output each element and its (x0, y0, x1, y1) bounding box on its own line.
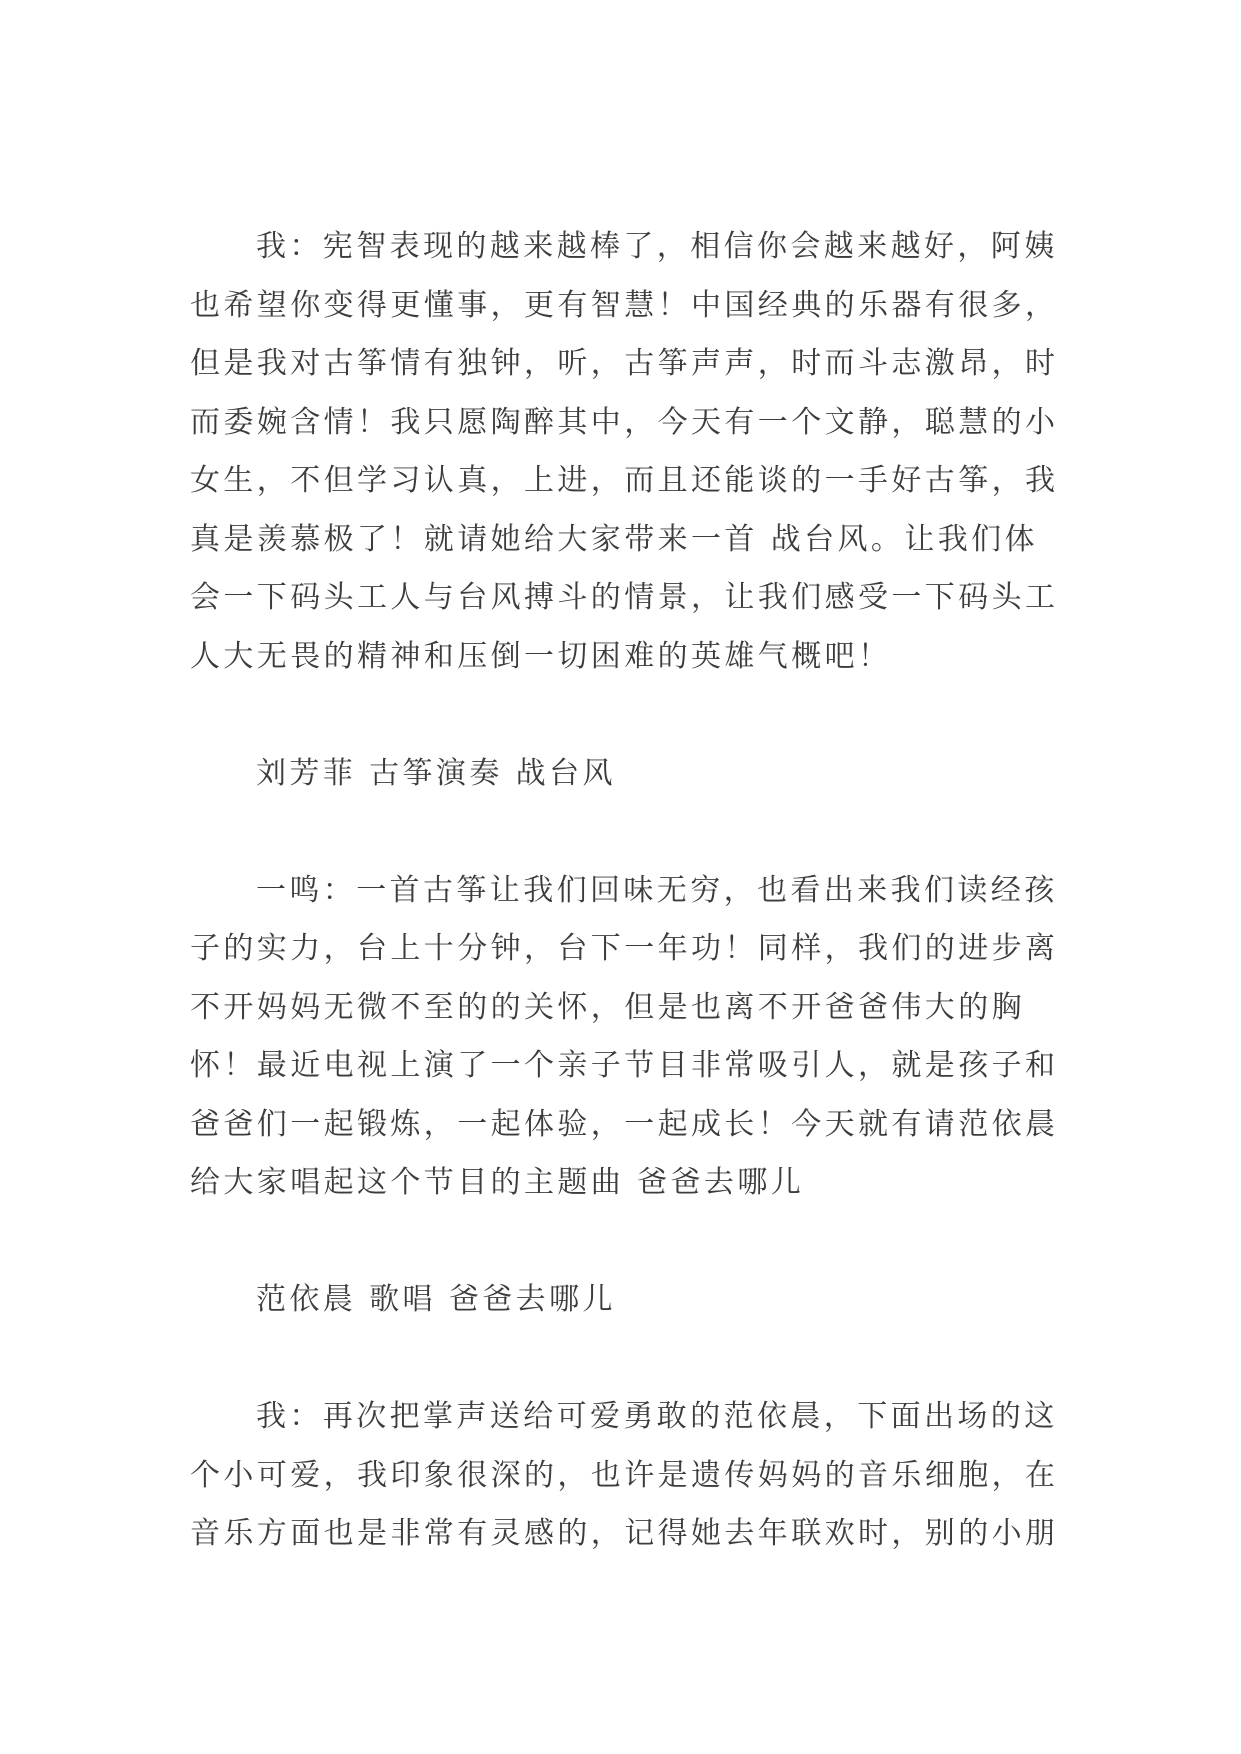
text-line: 音乐方面也是非常有灵感的，记得她去年联欢时，别的小朋 (190, 1516, 1059, 1551)
paragraph-spacer (190, 1330, 1060, 1389)
paragraph-host-intro-guzheng (190, 218, 1060, 686)
text-line: 而委婉含情！我只愿陶醉其中，今天有一个文静，聪慧的小 (190, 404, 1059, 440)
program-item-guzheng: 刘芳菲 古筝演奏 战台风 (256, 755, 616, 791)
text-line: 一鸣：一首古筝让我们回味无穷，也看出来我们读经孩 (256, 872, 1058, 908)
paragraph-spacer (190, 1213, 1060, 1272)
paragraph-host-intro-next (190, 1388, 1060, 1564)
text-line: 个小可爱，我印象很深的，也许是遗传妈妈的音乐细胞，在 (190, 1457, 1059, 1493)
text-line: 但是我对古筝情有独钟，听，古筝声声，时而斗志激昂，时 (190, 346, 1059, 381)
paragraph-spacer (190, 686, 1060, 745)
text-line: 我：再次把掌声送给可爱勇敢的范依晨，下面出场的这 (256, 1399, 1058, 1434)
text-line: 给大家唱起这个节目的主题曲 爸爸去哪儿 (190, 1165, 805, 1200)
text-line: 女生，不但学习认真，上进，而且还能谈的一手好古筝，我 (190, 463, 1059, 498)
text-line: 会一下码头工人与台风搏斗的情景，让我们感受一下码头工 (190, 580, 1059, 615)
paragraph-host-intro-song (190, 862, 1060, 1213)
program-item-song: 范依晨 歌唱 爸爸去哪儿 (256, 1282, 616, 1317)
text-line: 人大无畏的精神和压倒一切困难的英雄气概吧！ (190, 638, 892, 674)
paragraph-spacer (190, 803, 1060, 862)
text-line: 怀！最近电视上演了一个亲子节目非常吸引人，就是孩子和 (190, 1048, 1059, 1083)
text-line: 子的实力，台上十分钟，台下一年功！同样，我们的进步离 (190, 931, 1059, 966)
text-line: 我：宪智表现的越来越棒了，相信你会越来越好，阿姨 (256, 229, 1058, 264)
text-line: 也希望你变得更懂事，更有智慧！中国经典的乐器有很多， (190, 287, 1059, 323)
text-line: 爸爸们一起锻炼，一起体验，一起成长！今天就有请范依晨 (190, 1106, 1059, 1142)
text-line: 真是羡慕极了！就请她给大家带来一首 战台风。让我们体 (190, 521, 1038, 557)
text-line: 不开妈妈无微不至的的关怀，但是也离不开爸爸伟大的胸 (190, 989, 1025, 1025)
document-body (190, 218, 1060, 1564)
